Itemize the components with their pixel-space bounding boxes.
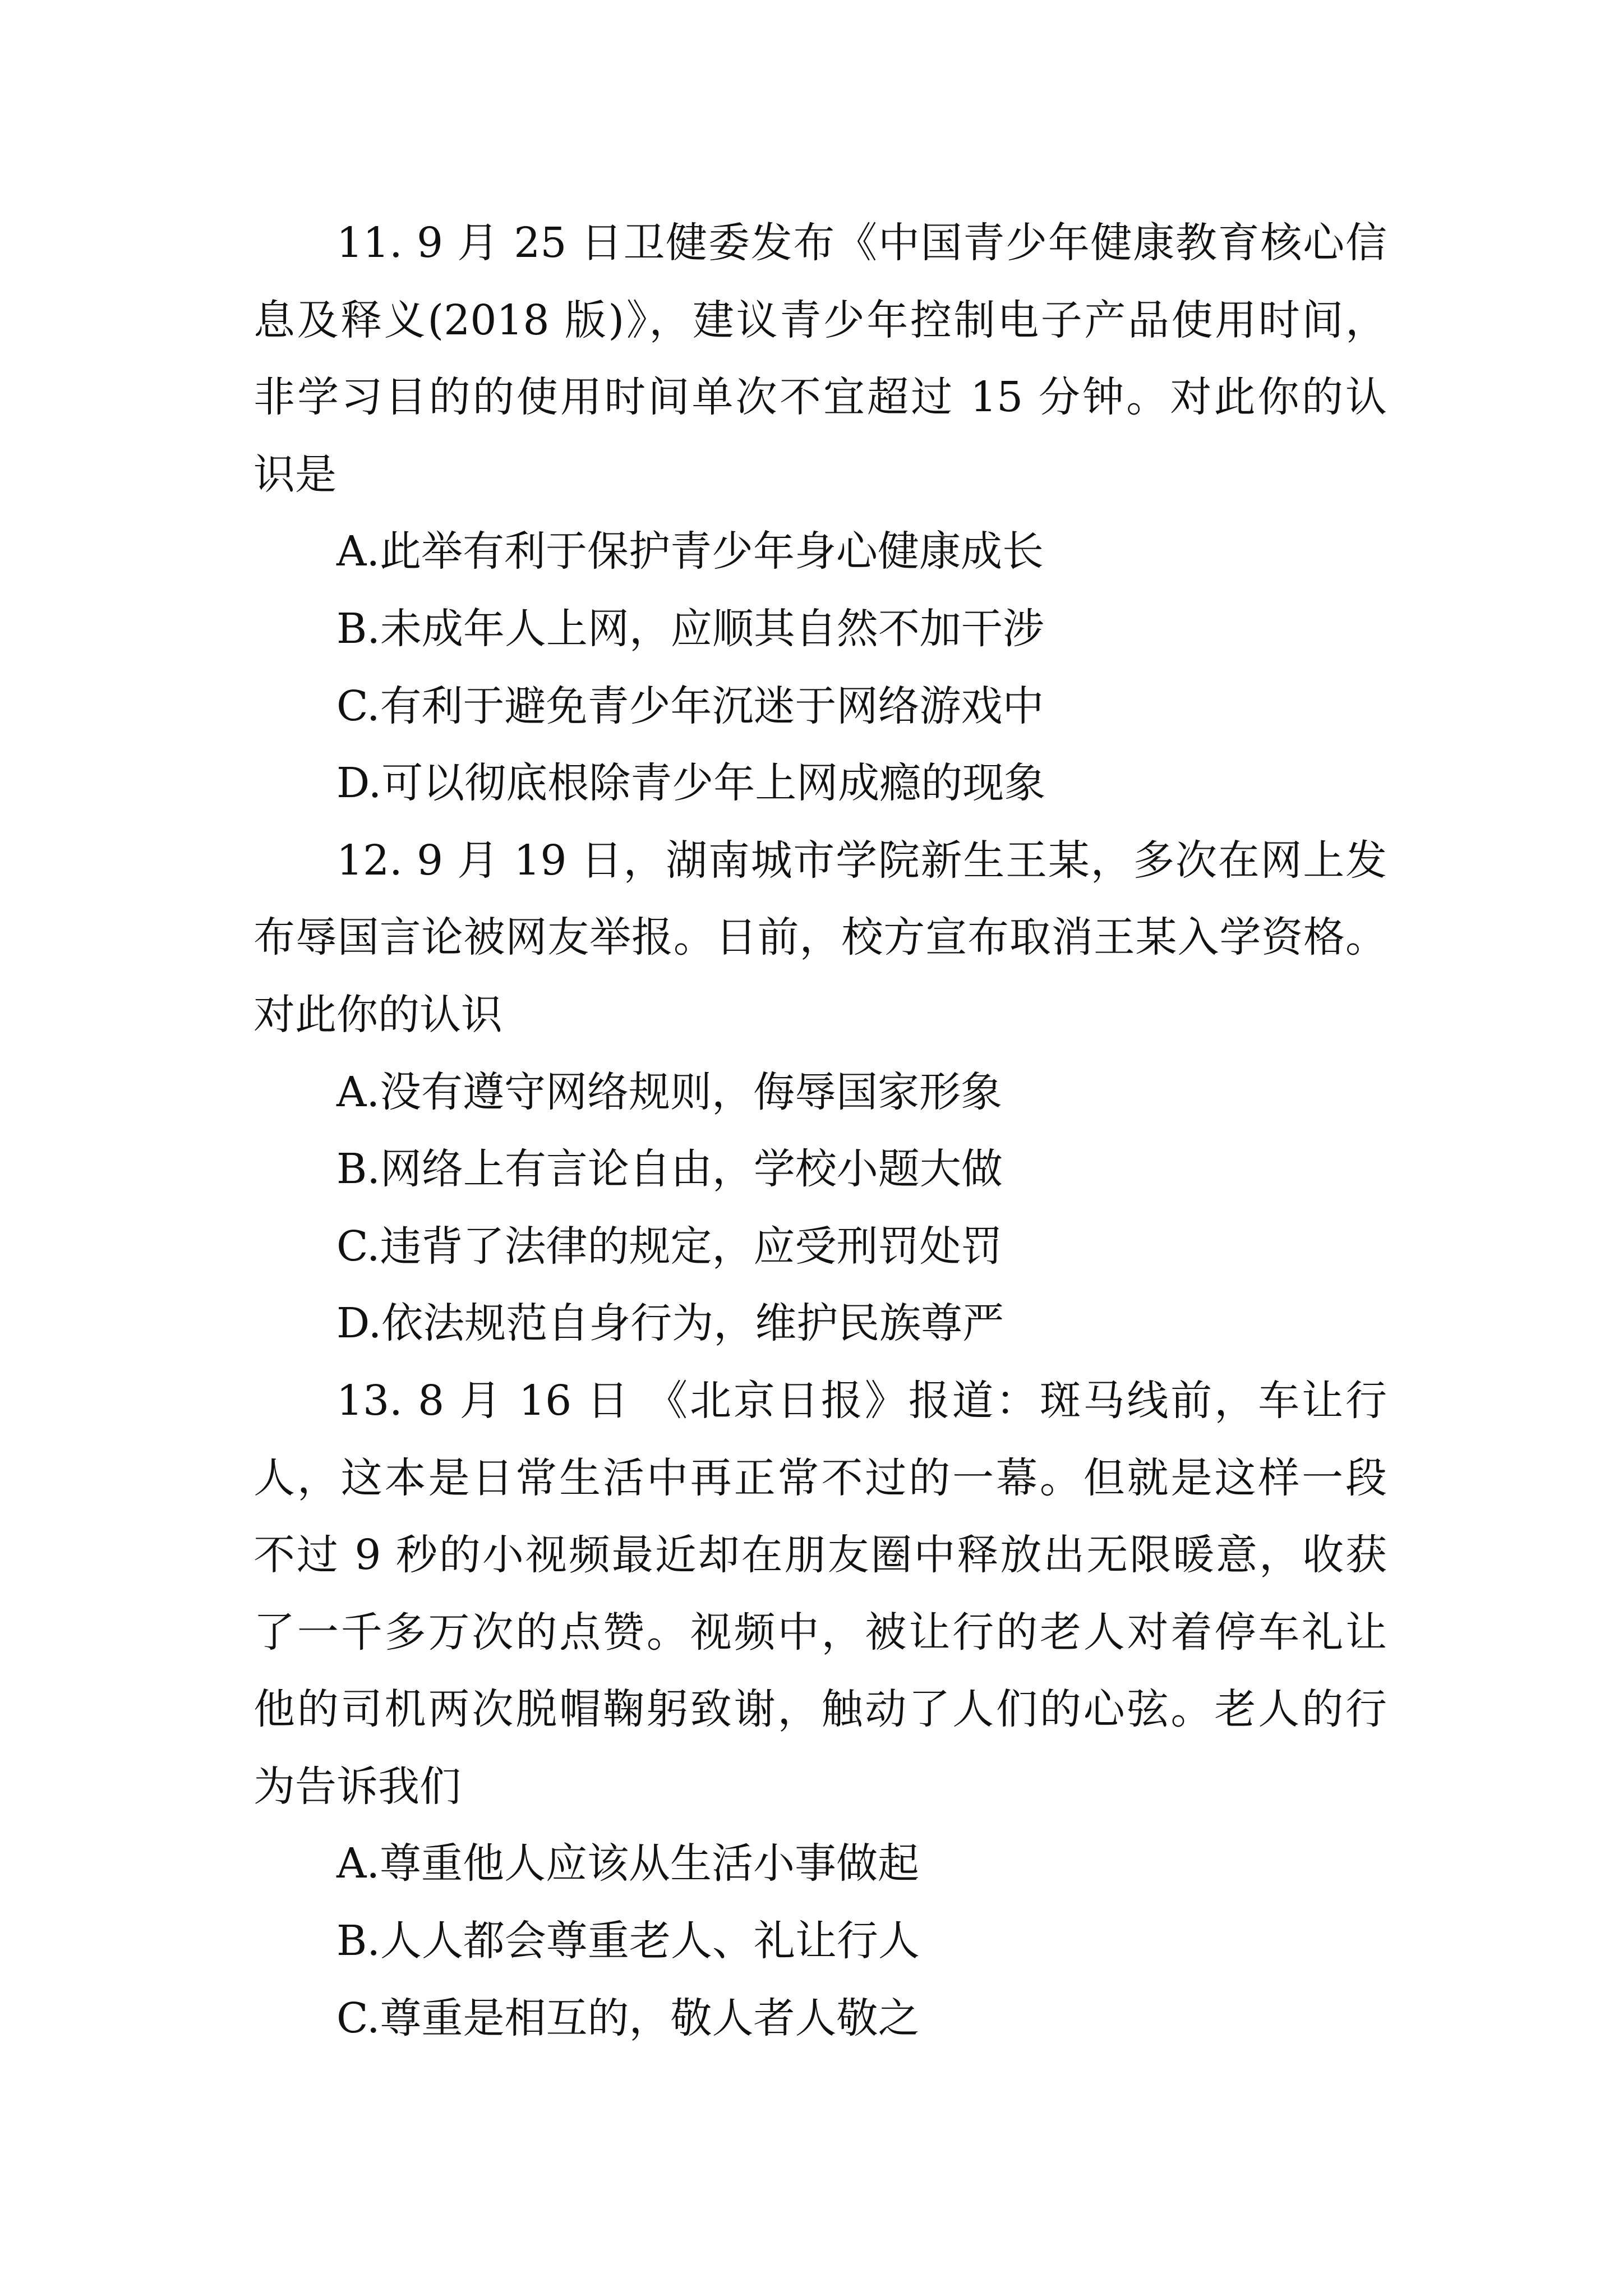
question-stem-line: 对此你的认识: [253, 990, 502, 1039]
question-stem-line: 不过 9 秒的小视频最近却在朋友圈中释放出无限暖意，收获: [253, 1531, 1387, 1580]
option-a: A.没有遵守网络规则，侮辱国家形象: [336, 1068, 1002, 1116]
question-stem-line: 非学习目的的使用时间单次不宜超过 15 分钟。对此你的认: [253, 373, 1387, 422]
document-page: [253, 205, 1387, 2057]
question-stem-line: 了一千多万次的点赞。视频中，被让行的老人对着停车礼让: [253, 1608, 1387, 1657]
question-12-options: [253, 1054, 1387, 1363]
question-stem-line: 息及释义(2018 版)》，建议青少年控制电子产品使用时间，: [253, 296, 1387, 344]
question-stem-line: 13. 8 月 16 日 《北京日报》报道：斑马线前，车让行: [336, 1376, 1387, 1425]
question-13-stem: [253, 1363, 1387, 1826]
option-b: B.未成年人上网，应顺其自然不加干涉: [336, 604, 1044, 653]
question-12: [253, 822, 1387, 1363]
question-stem-line: 识是: [253, 450, 336, 499]
question-13-options: [253, 1825, 1387, 2057]
question-11-options: [253, 513, 1387, 822]
option-c: C.违背了法律的规定，应受刑罚处罚: [336, 1222, 1003, 1271]
question-11: [253, 205, 1387, 822]
option-d: D.可以彻底根除青少年上网成瘾的现象: [336, 759, 1046, 808]
question-stem-line: 为告诉我们: [253, 1762, 461, 1811]
option-b: B.网络上有言论自由，学校小题大做: [336, 1145, 1003, 1194]
option-a: A.尊重他人应该从生活小事做起: [336, 1839, 919, 1888]
question-stem-line: 11. 9 月 25 日卫健委发布《中国青少年健康教育核心信: [336, 219, 1387, 267]
question-11-stem: [253, 205, 1387, 513]
option-d: D.依法规范自身行为，维护民族尊严: [336, 1299, 1004, 1348]
option-c: C.尊重是相互的，敬人者人敬之: [336, 1994, 920, 2042]
question-12-stem: [253, 822, 1387, 1054]
option-b: B.人人都会尊重老人、礼让行人: [336, 1917, 920, 1966]
question-stem-line: 12. 9 月 19 日，湖南城市学院新生王某，多次在网上发: [336, 836, 1387, 885]
question-stem-line: 布辱国言论被网友举报。日前，校方宣布取消王某入学资格。: [253, 913, 1387, 962]
option-a: A.此举有利于保护青少年身心健康成长: [336, 527, 1044, 576]
question-stem-line: 他的司机两次脱帽鞠躬致谢，触动了人们的心弦。老人的行: [253, 1685, 1387, 1734]
question-13: [253, 1363, 1387, 2057]
question-stem-line: 人，这本是日常生活中再正常不过的一幕。但就是这样一段: [253, 1453, 1387, 1502]
option-c: C.有利于避免青少年沉迷于网络游戏中: [336, 682, 1044, 730]
